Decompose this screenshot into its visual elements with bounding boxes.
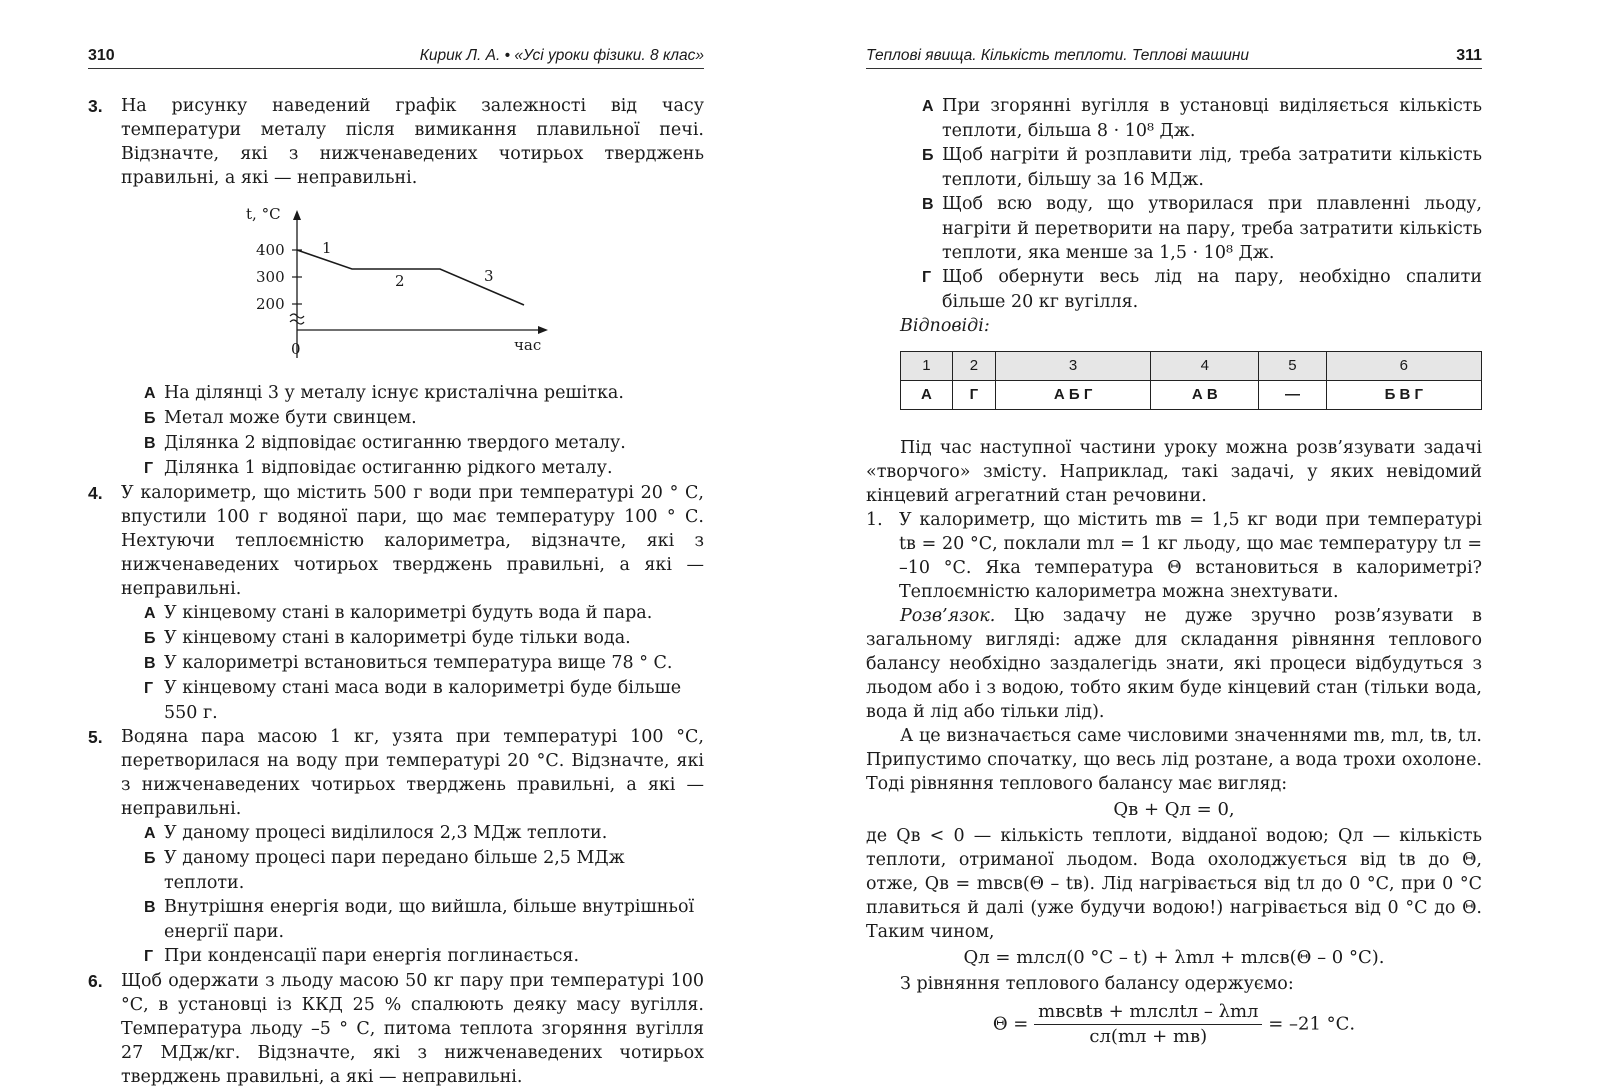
- option-b: Б Метал може бути свинцем.: [144, 408, 417, 428]
- page-number: 310: [88, 47, 115, 64]
- fraction: [1034, 1000, 1262, 1049]
- option-g: Г У кінцевому стані маса води в калориметрі буде більше 550 г.: [144, 678, 682, 723]
- table-cell: —: [1259, 381, 1326, 410]
- table-header-cell: 2: [952, 352, 995, 381]
- option-g: Г Ділянка 1 відповідає остиганню рідкого металу.: [144, 458, 613, 478]
- option-v: В Внутрішня енергія води, що вийшла, більше внутрішньої енергії пари.: [144, 897, 695, 942]
- page-number: 311: [1456, 47, 1482, 64]
- table-header-cell: 4: [1151, 352, 1259, 381]
- equation-theta: [866, 1000, 1482, 1049]
- fraction-denominator: cл(mл + mв): [1089, 1026, 1208, 1047]
- section-label-3: 3: [484, 267, 494, 285]
- y-axis-arrow: [293, 210, 301, 220]
- section-label-2: 2: [395, 272, 405, 290]
- section-label-1: 1: [322, 239, 332, 257]
- right-page: [866, 0, 1482, 1087]
- question-text: Щоб одержати з льоду масою 50 кг пару при температурі 100 °С, в установці із ККД 25 % спалюють деяку масу вугілля. Температура льоду –5 ° С, питома теплота згоряння вугілля 27 МДж/кг. Відзначте, які з нижченаведених чотирьох тверджень правильні, а які — неправильні.: [121, 971, 704, 1087]
- question-number: 3.: [88, 96, 103, 116]
- answers-table: [900, 351, 1482, 410]
- solution-text: Цю задачу не дуже зручно розв’язувати в загальному вигляді: адже для складання рівняння теплового балансу необхідно заздалегідь знати, які процеси відбудуться з льодом або і з водою, тобто яким буде кінцевий стан (тільки вода, вода й лід або тільки лід).: [866, 606, 1482, 722]
- tick-label-200: 200: [256, 295, 285, 313]
- tick-label-300: 300: [256, 268, 285, 286]
- table-cell: Г: [952, 381, 995, 410]
- table-cell: Б В Г: [1326, 381, 1481, 410]
- paragraph: Під час наступної частини уроку можна розв’язувати задачі «творчого» змісту. Наприклад, такі задачі, у яких невідомий кінцевий агрегатний стан речовини.: [866, 438, 1482, 506]
- option-a: А У даному процесі виділилося 2,3 МДж теплоти.: [144, 823, 608, 843]
- question-3: [88, 94, 704, 190]
- table-header-cell: 6: [1326, 352, 1481, 381]
- question-6: [88, 969, 704, 1089]
- option-a: А У кінцевому стані в калориметрі будуть вода й пара.: [144, 603, 653, 623]
- table-cell: А В: [1151, 381, 1259, 410]
- option-a: А При згорянні вугілля в установці виділяється кількість теплоти, більша 8 · 10⁸ Дж.: [922, 96, 1482, 141]
- task-1: [866, 508, 1482, 604]
- task-number: 1.: [866, 510, 883, 530]
- running-head: Кирик Л. А. • «Усі уроки фізики. 8 клас»: [419, 47, 704, 64]
- question-5: [88, 725, 704, 821]
- x-axis-label: час: [514, 336, 542, 354]
- running-head: Теплові явища. Кількість теплоти. Теплові машини: [866, 47, 1250, 64]
- left-page: [88, 0, 704, 1087]
- left-header: [88, 44, 704, 69]
- solution-paragraph: [866, 604, 1482, 724]
- option-v: В У калориметрі встановиться температура вище 78 ° С.: [144, 653, 673, 673]
- question-number: 6.: [88, 971, 103, 991]
- equation-q-ice: Qл = mлcл(0 °С – t) + λmл + mлcв(Θ – 0 °С).: [963, 947, 1385, 968]
- option-v: В Ділянка 2 відповідає остиганню твердого металу.: [144, 433, 626, 453]
- option-b: Б У даному процесі пари передано більше 2,5 МДж теплоти.: [144, 848, 625, 893]
- option-g: Г При конденсації пари енергія поглинається.: [144, 946, 580, 966]
- option-b: Б У кінцевому стані в калориметрі буде тільки вода.: [144, 628, 631, 648]
- table-header-cell: 1: [901, 352, 953, 381]
- equation-heat-balance: Qв + Qл = 0,: [1113, 799, 1235, 820]
- solution-label: Розв’язок.: [900, 606, 996, 626]
- answers-label: Відповіді:: [900, 316, 990, 336]
- paragraph: де Qв < 0 — кількість теплоти, відданої водою; Qл — кількість теплоти, отриманої льодом. Вода охолоджується від tв до Θ, отже, Qв = mвcв(Θ – tв). Лід нагрівається від tл до 0 °С, при 0 °С плавиться й далі (уже будучи водою!) нагрівається від 0 °С до Θ. Таким чином,: [866, 826, 1482, 942]
- option-a: А На ділянці 3 у металу існує кристалічна решітка.: [144, 383, 624, 403]
- origin-label: 0: [291, 340, 301, 358]
- question-number: 4.: [88, 483, 103, 503]
- question-text: Водяна пара масою 1 кг, узята при температурі 100 °С, перетворилася на воду при температурі 20 °С. Відзначте, які з нижченаведених чотирьох тверджень правильні, а які — неправильні.: [121, 727, 704, 819]
- paragraph: З рівняння теплового балансу одержуємо:: [900, 974, 1294, 994]
- right-header: [866, 44, 1482, 69]
- question-text: У калориметр, що містить 500 г води при температурі 20 ° С, впустили 100 г водяної пари, що має температуру 100 ° С. Нехтуючи теплоємністю калориметра, відзначте, які з нижченаведених чотирьох тверджень правильні, а які — неправильні.: [121, 483, 704, 599]
- temperature-graph: [242, 208, 562, 373]
- question-4: [88, 481, 704, 601]
- table-header-cell: 5: [1259, 352, 1326, 381]
- table-cell: А Б Г: [995, 381, 1150, 410]
- task-text: У калориметр, що містить mв = 1,5 кг води при температурі tв = 20 °С, поклали mл = 1 кг льоду, що має температуру tл = –10 °С. Яка температура Θ встановиться в калориметрі? Теплоємністю калориметра можна знехтувати.: [899, 510, 1482, 602]
- option-g: Г Щоб обернути весь лід на пару, необхідно спалити більше 20 кг вугілля.: [922, 267, 1482, 312]
- equation-lhs: Θ =: [992, 1013, 1029, 1035]
- x-axis-arrow: [538, 326, 548, 334]
- y-axis-label: t, °C: [246, 208, 281, 223]
- fraction-numerator: mвcвtв + mлcлtл – λmл: [1034, 1000, 1262, 1025]
- tick-label-400: 400: [256, 241, 285, 259]
- question-number: 5.: [88, 727, 103, 747]
- option-b: Б Щоб нагріти й розплавити лід, треба затратити кількість теплоти, більшу за 16 МДж.: [922, 145, 1482, 190]
- table-cell: А: [901, 381, 953, 410]
- paragraph: А це визначається саме числовими значеннями mв, mл, tв, tл. Припустимо спочатку, що весь лід розтане, а вода трохи охолоне. Тоді рівняння теплового балансу має вигляд:: [866, 726, 1482, 794]
- table-header-cell: 3: [995, 352, 1150, 381]
- equation-rhs: = –21 °С.: [1268, 1013, 1356, 1035]
- question-text: На рисунку наведений графік залежності від часу температури металу після вимикання плавильної печі. Відзначте, які з нижченаведених чотирьох тверджень правильні, а які — неправильні.: [121, 96, 704, 188]
- option-v: В Щоб всю воду, що утворилася при плавленні льоду, нагріти й перетворити на пару, треба затратити кількість теплоти, яка менше за 1,5 · 10⁸ Дж.: [922, 194, 1482, 263]
